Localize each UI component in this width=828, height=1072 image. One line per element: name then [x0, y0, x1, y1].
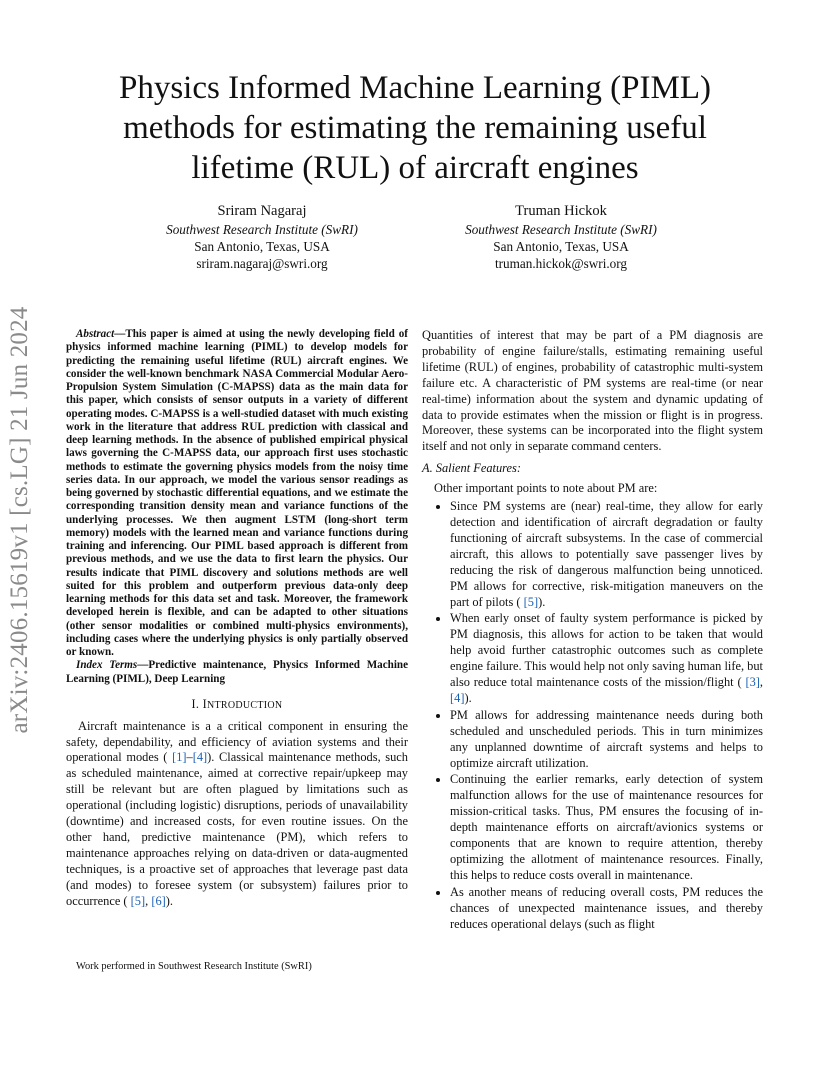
- bullet-list: [422, 499, 763, 932]
- index-terms-label: Index Terms: [76, 659, 138, 672]
- index-terms: [66, 659, 408, 686]
- citation-link[interactable]: [3]: [745, 675, 760, 690]
- abstract: [66, 328, 408, 659]
- subsection-heading: A. Salient Features:: [422, 461, 521, 476]
- paper-title: Physics Informed Machine Learning (PIML) methods for estimating the remaining useful lifetime (RUL) of aircraft engines: [118, 70, 712, 186]
- abstract-label: Abstract: [76, 328, 115, 340]
- author-block: [421, 202, 701, 272]
- author-block: [122, 202, 402, 272]
- section-heading: [66, 697, 408, 714]
- citation-link[interactable]: [5]: [130, 893, 146, 908]
- author-email[interactable]: sriram.nagaraj@swri.org: [196, 256, 328, 271]
- author-email[interactable]: truman.hickok@swri.org: [494, 256, 628, 271]
- author-name: Truman Hickok: [515, 203, 607, 219]
- left-column: [66, 328, 408, 910]
- author-name: Sriram Nagaraj: [217, 203, 307, 219]
- section-title: NTRODUCTION: [206, 699, 283, 711]
- author-affiliation: Southwest Research Institute (SwRI): [465, 222, 657, 237]
- list-item: • When early onset of faulty system performance is picked by PM diagnosis, this allows for action to be taken that would help avoid further catastrophic outcomes such as complete engine failure. This would help not only saving human life, but also reduce total maintenance costs of the mission/flight ( [3], [4]).: [450, 611, 763, 706]
- right-column: [422, 328, 763, 934]
- intro-paragraph: Aircraft maintenance is a a critical component in ensuring the safety, dependability, and efficiency of aviation systems and their operational modes ( [1]–[4]). Classical maintenance methods, such as scheduled maintenance, aimed at corrective repair/upkeep may still be relevant but are often plagued by limitations such as operational (including logistic) disruptions, periods of unavailability (downtime) and increased costs, for even routine issues. On the other hand, predictive maintenance (PM), which refers to maintenance approaches relying on data-driven or data-augmented techniques, is a proactive set of approaches that leverage past data (and modes) to foresee system (or subsystem) failures prior to occurrence ( [5], [6]).: [66, 718, 408, 908]
- citation-link[interactable]: [6]: [151, 893, 166, 908]
- list-item: • PM allows for addressing maintenance needs during both scheduled and unscheduled periods. This in turn minimizes any unplanned downtime of aircraft systems and helps to optimize aircraft utilization.: [450, 708, 763, 772]
- author-location: San Antonio, Texas, USA: [493, 239, 629, 254]
- citation-link[interactable]: [4]: [192, 750, 208, 765]
- paragraph: Other important points to note about PM are:: [434, 481, 658, 496]
- footnote: Work performed in Southwest Research Institute (SwRI): [76, 961, 312, 972]
- index-terms-text: —Predictive maintenance, Physics Informed Machine Learning (PIML), Deep Learning: [66, 659, 408, 685]
- abstract-text: —This paper is aimed at using the newly developing field of physics informed machine learning (PIML) to develop models for predicting the remaining useful lifetime (RUL) aircraft engines. We consider the well-known benchmark NASA Commercial Modular Aero-Propulsion System Simulation (C-MAPSS) data as the main data for this paper, which consists of sensor outputs in a variety of different operating modes. C-MAPSS is a well-studied dataset with much existing work in the literature that address RUL prediction with classical and deep learning methods. In the absence of published empirical physical laws governing the C-MAPSS data, our approach first uses stochastic methods to estimate the governing physics models from the noisy time series data. In our approach, we model the various sensor readings as being governed by stochastic differential equations, and we estimate the corresponding transition density mean and variance functions of the underlying processes. We then augment LSTM (long-short term memory) models with the learned mean and variance functions during training and inferencing. Our PIML based approach is different from previous methods, and we use the data to first learn the physics. Our results indicate that PIML discovery and solutions methods are well suited for this problem and outperform previous data-only deep learning methods for this data set and task. Moreover, the framework developed herein is flexible, and can be adapted to other situations (other sensor modalities or combined multi-physics environments), including cases where the underlying physics is only partially observed or known.: [66, 328, 408, 658]
- citation-link[interactable]: [4]: [450, 690, 465, 705]
- citation-link[interactable]: [5]: [523, 594, 539, 609]
- section-number: I. I: [191, 696, 207, 711]
- list-item: • Since PM systems are (near) real-time, they allow for early detection and identification of aircraft degradation or faulty functioning of aircraft subsystems. In the case of commercial aircraft, this allows to potentially save passenger lives by reducing the risk of dangerous malfunction being unnoticed. PM allows for corrective, risk-mitigation maneuvers on the part of pilots ( [5]).: [450, 499, 763, 610]
- list-item: • Continuing the earlier remarks, early detection of system malfunction allows for the use of maintenance resources for mission-critical tasks. Thus, PM ensures the focusing of in-depth maintenance efforts on aircraft/avionics systems or components that are known to require attention, thereby optimizing the allotment of maintenance resources. Finally, this helps to reduce costs overall in maintenance.: [450, 772, 763, 883]
- list-item: • As another means of reducing overall costs, PM reduces the chances of unexpected maintenance issues, and thereby reduces operational delays (such as flight: [450, 885, 763, 933]
- author-affiliation: Southwest Research Institute (SwRI): [166, 222, 358, 237]
- author-location: San Antonio, Texas, USA: [194, 239, 330, 254]
- citation-link[interactable]: [1]: [172, 750, 187, 765]
- paragraph: Quantities of interest that may be part of a PM diagnosis are probability of engine failure/stalls, estimating remaining useful lifetime (RUL) of engines, probability of catastrophic multi-system failure etc. A characteristic of PM systems are real-time (or near real-time) information about the system and dynamic updating of data to provide estimates when the mission or flight is in progress. Moreover, these systems can be incorporated into the flight system itself and not only in separate command centers.: [422, 328, 763, 454]
- arxiv-id: arXiv:2406.15619v1 [cs.LG] 21 Jun 2024: [6, 306, 33, 734]
